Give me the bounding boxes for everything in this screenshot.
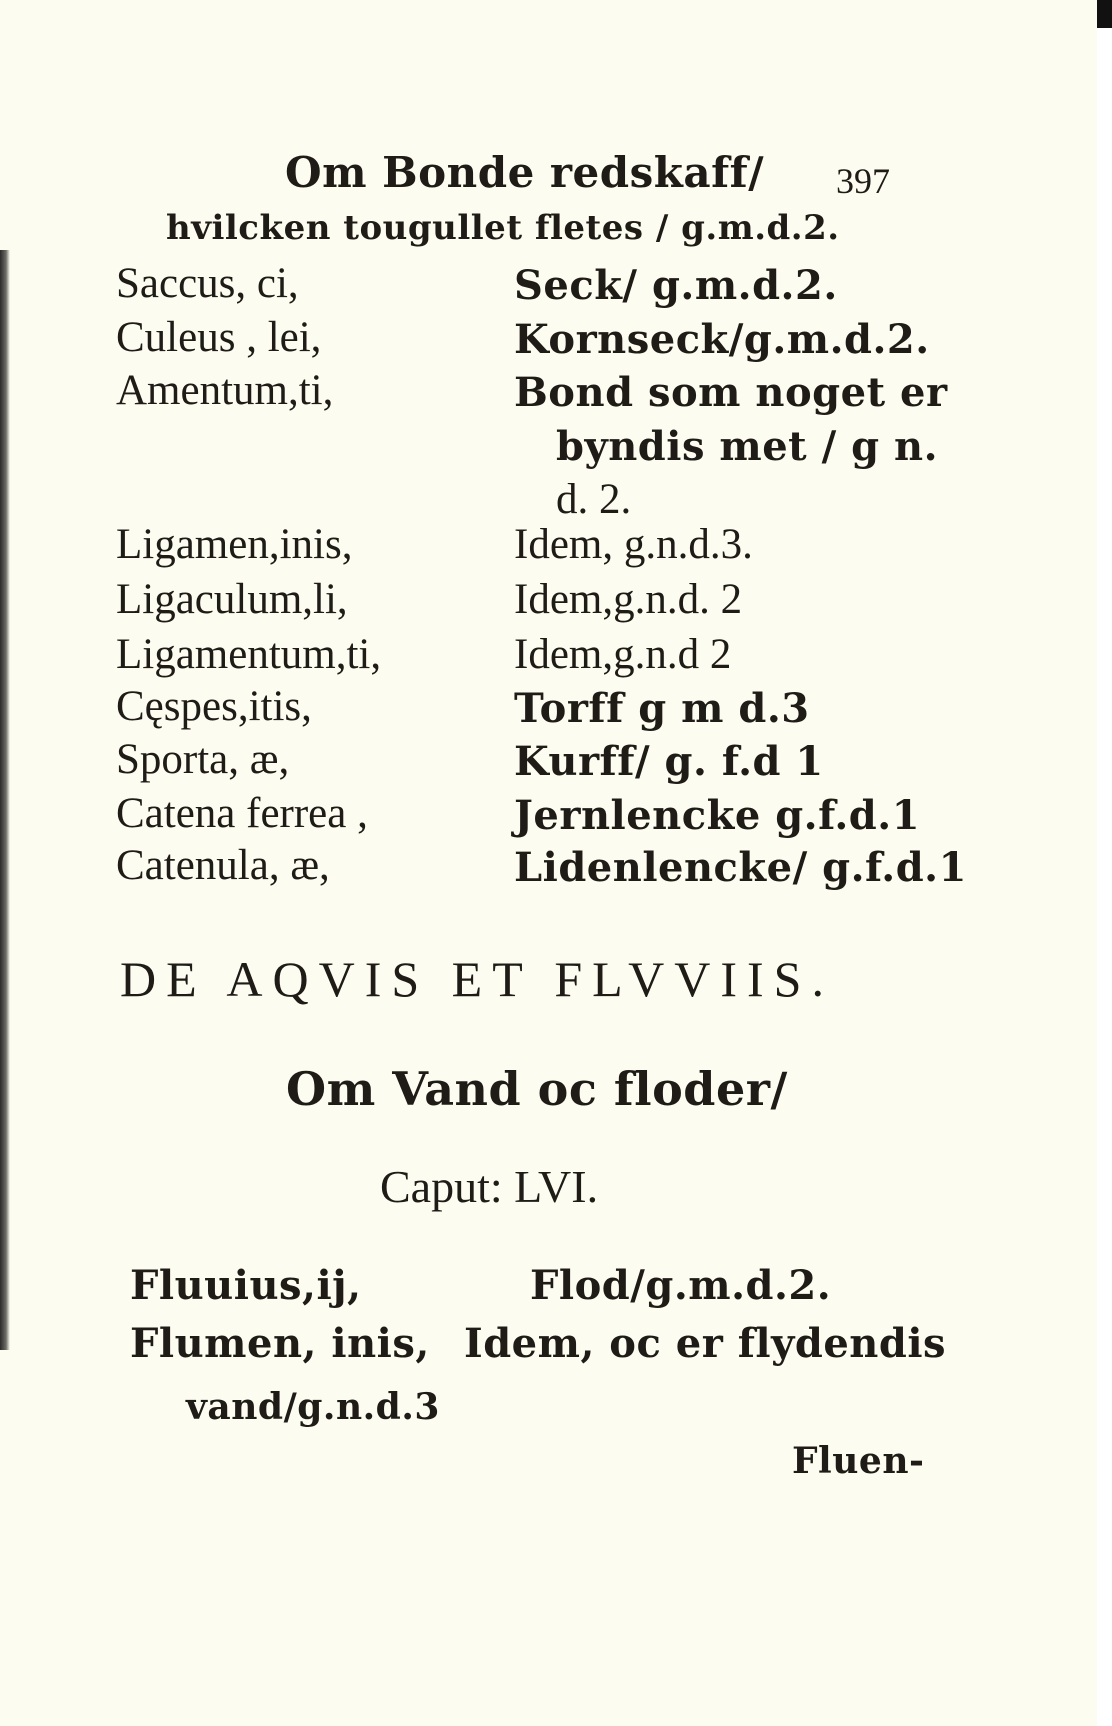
danish-term: Kornseck/g.m.d.2. (514, 316, 930, 363)
latin-term: Fluuius,ij, (130, 1262, 362, 1309)
danish-term-continuation: byndis met / g n. (556, 423, 939, 470)
danish-term: Seck/ g.m.d.2. (514, 262, 838, 309)
latin-term: Amentum,ti, (116, 367, 334, 414)
catchword: Fluen- (792, 1440, 925, 1482)
page-number: 397 (836, 161, 890, 201)
danish-term: Lidenlencke/ g.f.d.1 (514, 844, 967, 891)
latin-term: Ligamentum,ti, (116, 631, 382, 678)
danish-term: Idem,g.n.d. 2 (514, 576, 743, 623)
page-binding-shadow (0, 250, 10, 1350)
danish-term: Flod/g.m.d.2. (530, 1262, 832, 1309)
danish-term: Torff g m d.3 (514, 685, 810, 732)
latin-term: Saccus, ci, (116, 260, 299, 307)
danish-term: Idem, oc er flydendis (464, 1320, 947, 1367)
danish-term: Kurff/ g. f.d 1 (514, 738, 824, 785)
latin-term: Ligaculum,li, (116, 576, 348, 623)
continuation-line: hvilcken tougullet fletes / g.m.d.2. (166, 208, 840, 248)
danish-term: Bond som noget er (514, 369, 948, 416)
latin-term: Catena ferrea , (116, 790, 368, 837)
section-subtitle: Om Vand oc floder/ (286, 1062, 788, 1116)
danish-term: Idem,g.n.d 2 (514, 631, 732, 678)
latin-term: Flumen, inis, (130, 1320, 430, 1367)
chapter-number: Caput: LVI. (380, 1161, 599, 1212)
latin-term: Cęspes,itis, (116, 683, 312, 730)
danish-term-continuation: d. 2. (556, 476, 632, 523)
scan-margin (1097, 0, 1112, 1726)
danish-term-continuation: vand/g.n.d.3 (186, 1386, 440, 1428)
latin-term: Catenula, æ, (116, 842, 330, 889)
section-title: DE AQVIS ET FLVVIIS. (120, 951, 834, 1007)
latin-term: Culeus , lei, (116, 314, 322, 361)
scan-corner-mark (1097, 0, 1112, 28)
latin-term: Sporta, æ, (116, 736, 290, 783)
running-head: Om Bonde redskaff/ (285, 148, 765, 197)
danish-term: Jernlencke g.f.d.1 (514, 792, 921, 839)
latin-term: Ligamen,inis, (116, 521, 353, 568)
danish-term: Idem, g.n.d.3. (514, 521, 753, 568)
